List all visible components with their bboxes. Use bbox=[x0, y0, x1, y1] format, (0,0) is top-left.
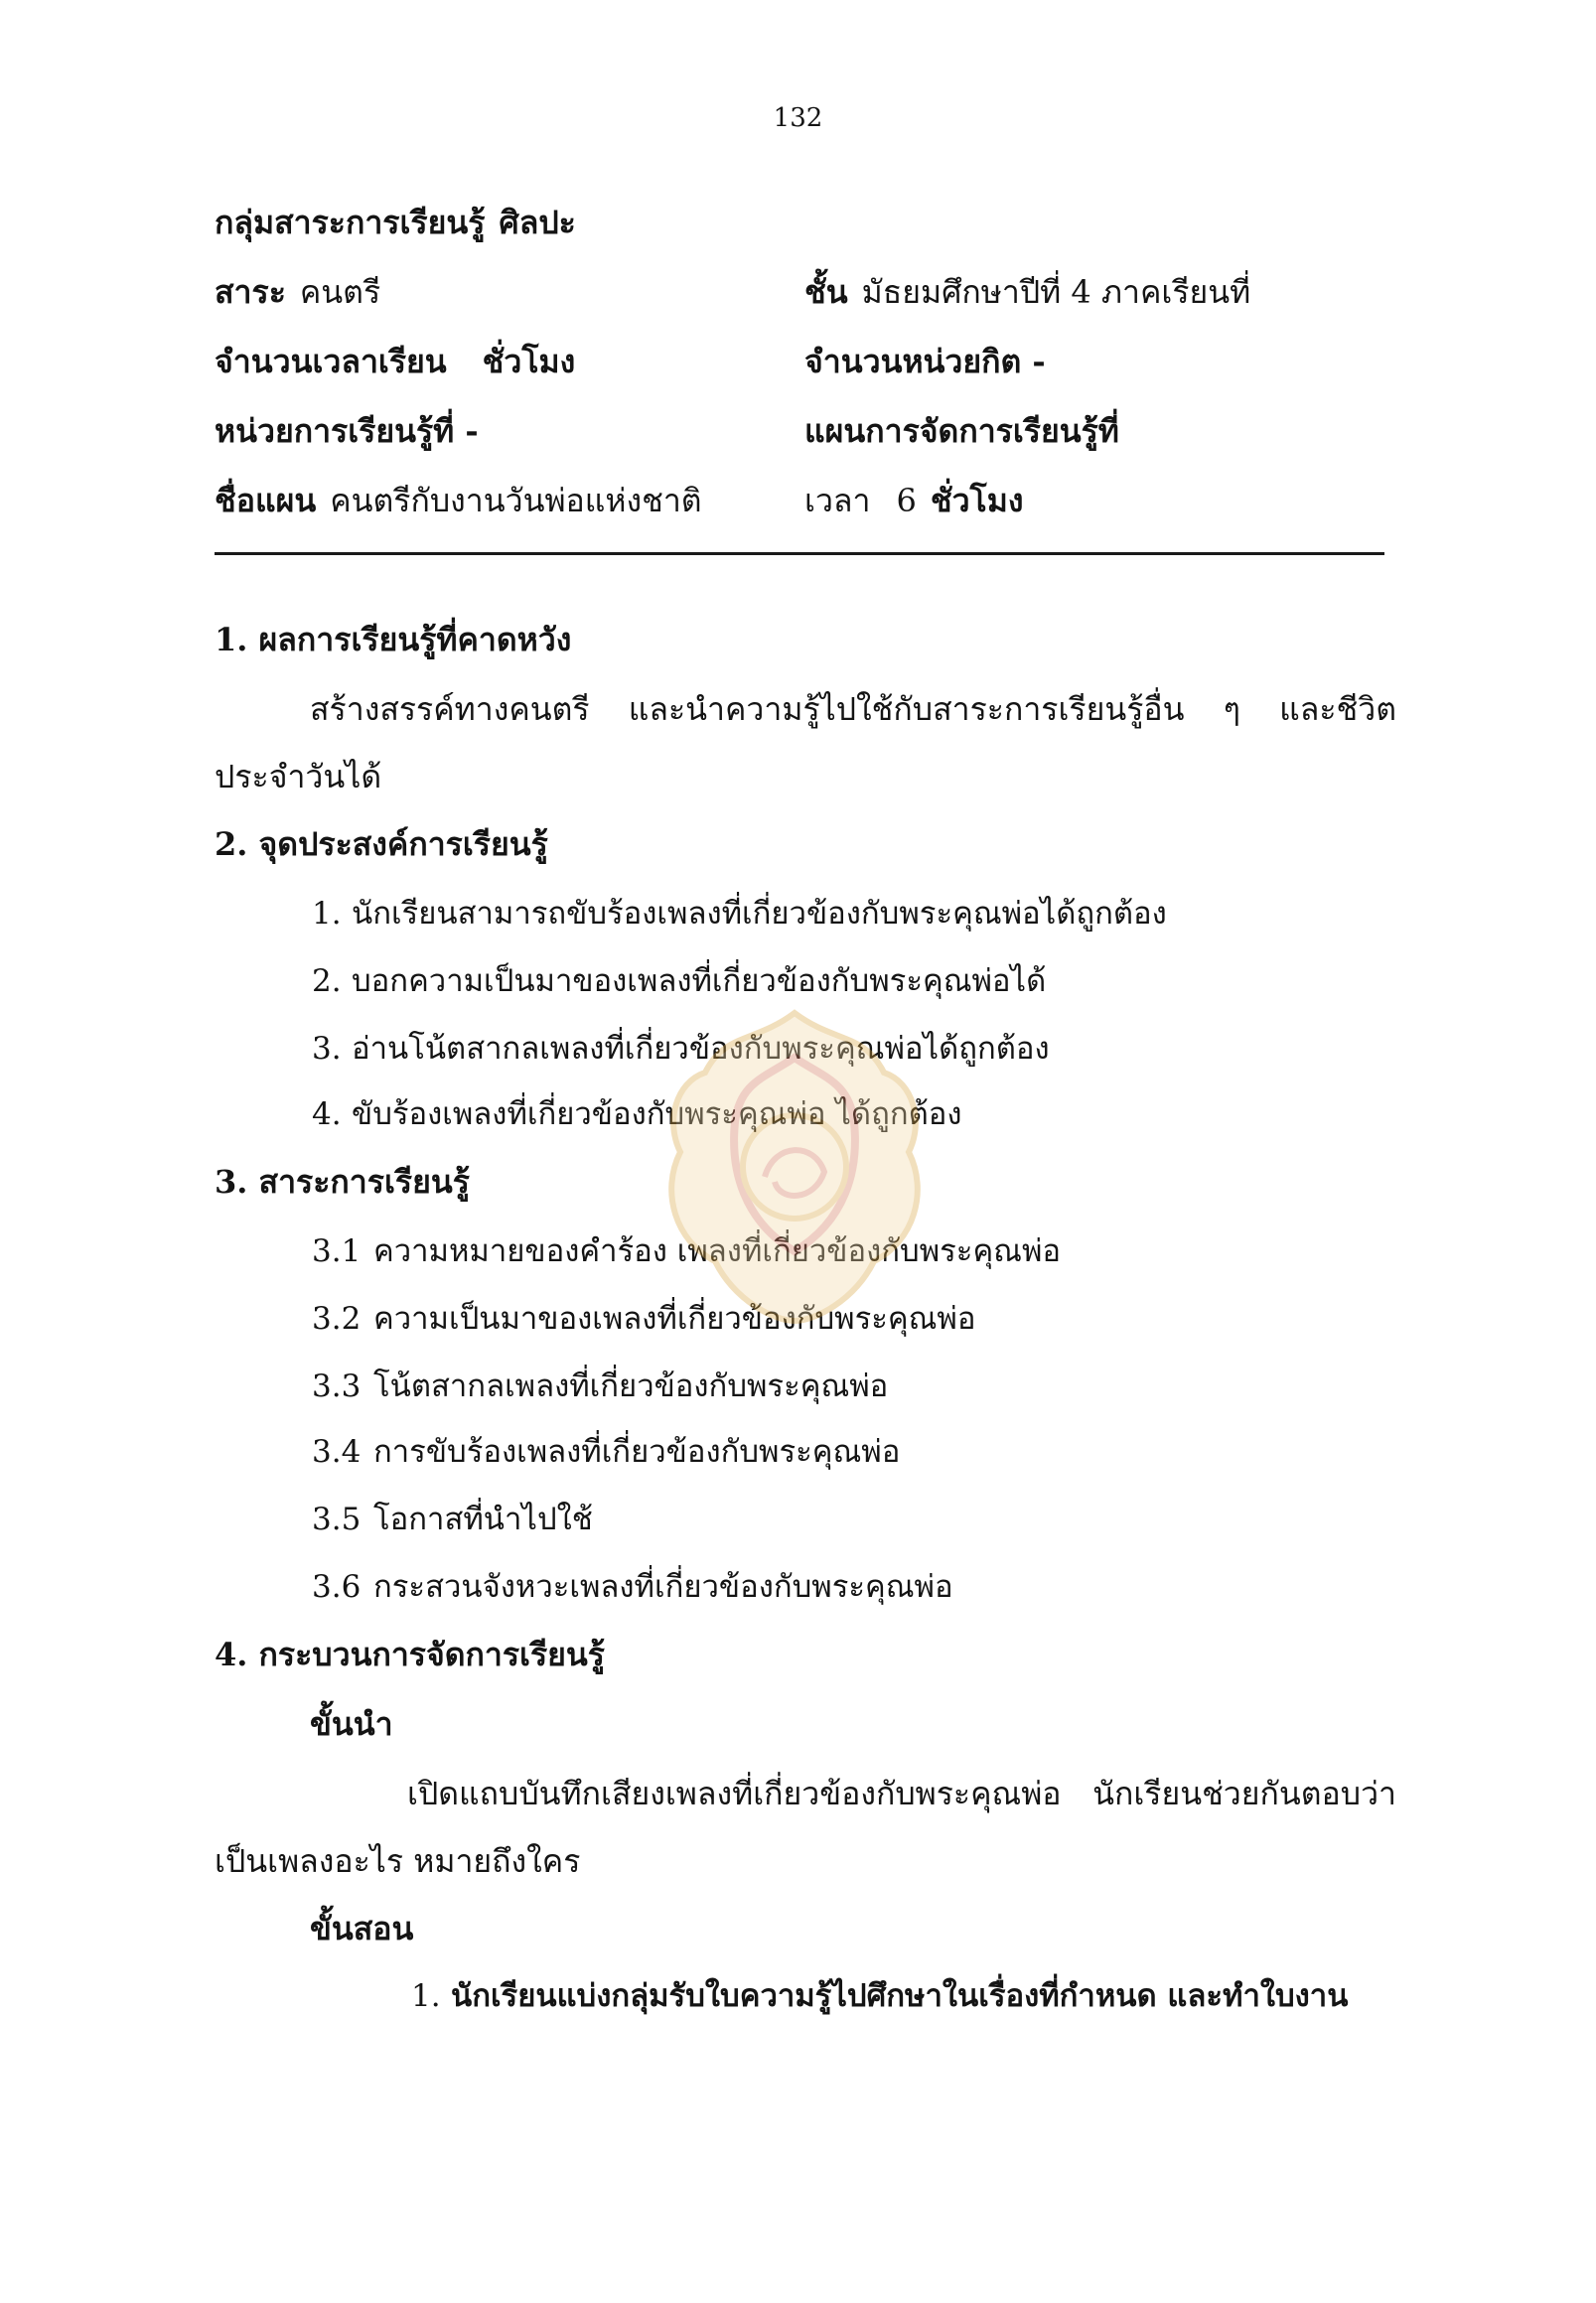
plan-number-label: แผนการจัดการเรียนรู้ที่ bbox=[804, 412, 1119, 450]
content-number: 3.4 bbox=[312, 1434, 362, 1470]
objective-number: 3. bbox=[312, 1031, 342, 1067]
content-number: 3.6 bbox=[312, 1569, 362, 1605]
section-2-heading: 2. จุดประสงค์การเรียนรู้ bbox=[215, 825, 548, 863]
plan-name-value: คนตรีกับงานวันพ่อแห่งชาติ bbox=[330, 482, 702, 519]
content-text: ความหมายของคำร้อง เพลงที่เกี่ยวข้องกับพระคุณพ่อ bbox=[373, 1233, 1061, 1269]
objective-item bbox=[312, 1027, 1050, 1071]
section-1-heading: 1. ผลการเรียนรู้ที่คาดหวัง bbox=[215, 621, 572, 658]
content-item bbox=[312, 1229, 1061, 1273]
credits-label: จำนวนหน่วยกิต - bbox=[804, 343, 1046, 380]
content-text: โอกาสที่นำไปใช้ bbox=[373, 1502, 593, 1537]
intro-text-line1: เปิดแถบบันทึกเสียงเพลงที่เกี่ยวข้องกับพระคุณพ่อ นักเรียนช่วยกันตอบว่า bbox=[407, 1775, 1396, 1812]
study-time-value: ชั่วโมง bbox=[482, 343, 576, 380]
time-row bbox=[804, 479, 1023, 522]
teaching-step-item bbox=[411, 1974, 1348, 2018]
content-text: กระสวนจังหวะเพลงที่เกี่ยวข้องกับพระคุณพ่อ bbox=[373, 1569, 953, 1605]
strand-value: คนตรี bbox=[299, 273, 381, 311]
objective-item bbox=[312, 1092, 962, 1136]
content-text: โน้ตสากลเพลงที่เกี่ยวข้องกับพระคุณพ่อ bbox=[373, 1368, 889, 1404]
plan-name-label: ชื่อแผน bbox=[215, 482, 317, 519]
content-number: 3.1 bbox=[312, 1233, 362, 1269]
section-3-heading: 3. สาระการเรียนรู้ bbox=[215, 1163, 470, 1201]
section-4-heading: 4. กระบวนการจัดการเรียนรู้ bbox=[215, 1636, 605, 1673]
time-label: เวลา bbox=[804, 482, 871, 519]
strand-label: สาระ bbox=[215, 273, 286, 311]
subject-group-label: กลุ่มสาระการเรียนรู้ bbox=[215, 204, 486, 241]
objective-text: บอกความเป็นมาของเพลงที่เกี่ยวข้องกับพระคุณพ่อได้ bbox=[352, 963, 1047, 999]
content-item bbox=[312, 1565, 953, 1609]
study-time-label: จำนวนเวลาเรียน bbox=[215, 343, 447, 380]
objective-text: ขับร้องเพลงที่เกี่ยวข้องกับพระคุณพ่อ ได้ถูกต้อง bbox=[352, 1096, 962, 1132]
plan-name-row bbox=[215, 479, 702, 522]
objective-number: 4. bbox=[312, 1096, 342, 1132]
content-number: 3.3 bbox=[312, 1368, 362, 1404]
objective-item bbox=[312, 892, 1167, 936]
grade-label: ชั้น bbox=[804, 273, 848, 311]
content-item bbox=[312, 1365, 888, 1408]
section-1-text-line1: สร้างสรรค์ทางคนตรี และนำความรู้ไปใช้กับสาระการเรียนรู้อื่น ๆ และชีวิต bbox=[310, 690, 1396, 728]
unit-label: หน่วยการเรียนรู้ที่ - bbox=[215, 412, 479, 450]
objective-text: นักเรียนสามารถขับร้องเพลงที่เกี่ยวข้องกับพระคุณพ่อได้ถูกต้อง bbox=[352, 896, 1167, 932]
intro-text-line2: เป็นเพลงอะไร หมายถึงใคร bbox=[215, 1842, 581, 1880]
subject-group-value: ศิลปะ bbox=[499, 204, 576, 241]
unit-row bbox=[215, 409, 479, 453]
content-number: 3.2 bbox=[312, 1301, 362, 1337]
time-unit: ชั่วโมง bbox=[930, 482, 1024, 519]
section-1-text-line2: ประจำวันได้ bbox=[215, 758, 382, 795]
teaching-step-text: นักเรียนแบ่งกลุ่มรับใบความรู้ไปศึกษาในเรื่องที่กำหนด และทำใบงาน bbox=[451, 1978, 1349, 2014]
content-item bbox=[312, 1498, 593, 1541]
objective-number: 1. bbox=[312, 896, 342, 932]
credits-row bbox=[804, 340, 1046, 383]
plan-number-row bbox=[804, 409, 1119, 453]
objective-text: อ่านโน้ตสากลเพลงที่เกี่ยวข้องกับพระคุณพ่อได้ถูกต้อง bbox=[352, 1031, 1050, 1067]
teaching-stage-heading: ขั้นสอน bbox=[310, 1910, 414, 1947]
content-item bbox=[312, 1430, 900, 1474]
content-text: การขับร้องเพลงที่เกี่ยวข้องกับพระคุณพ่อ bbox=[373, 1434, 901, 1470]
study-time-row bbox=[215, 340, 575, 383]
subject-group-row bbox=[215, 201, 576, 244]
content-item bbox=[312, 1297, 975, 1341]
grade-value: มัธยมศึกษาปีที่ 4 ภาคเรียนที่ bbox=[861, 273, 1251, 311]
objective-number: 2. bbox=[312, 963, 342, 999]
intro-stage-heading: ขั้นนำ bbox=[310, 1705, 393, 1743]
content-number: 3.5 bbox=[312, 1502, 362, 1537]
time-value: 6 bbox=[896, 482, 917, 519]
header-divider bbox=[215, 552, 1384, 555]
teaching-step-number: 1. bbox=[411, 1978, 441, 2014]
page-number: 132 bbox=[773, 103, 823, 133]
grade-row bbox=[804, 270, 1250, 314]
objective-item bbox=[312, 959, 1046, 1003]
content-text: ความเป็นมาของเพลงที่เกี่ยวข้องกับพระคุณพ่อ bbox=[373, 1301, 976, 1337]
strand-row bbox=[215, 270, 380, 314]
